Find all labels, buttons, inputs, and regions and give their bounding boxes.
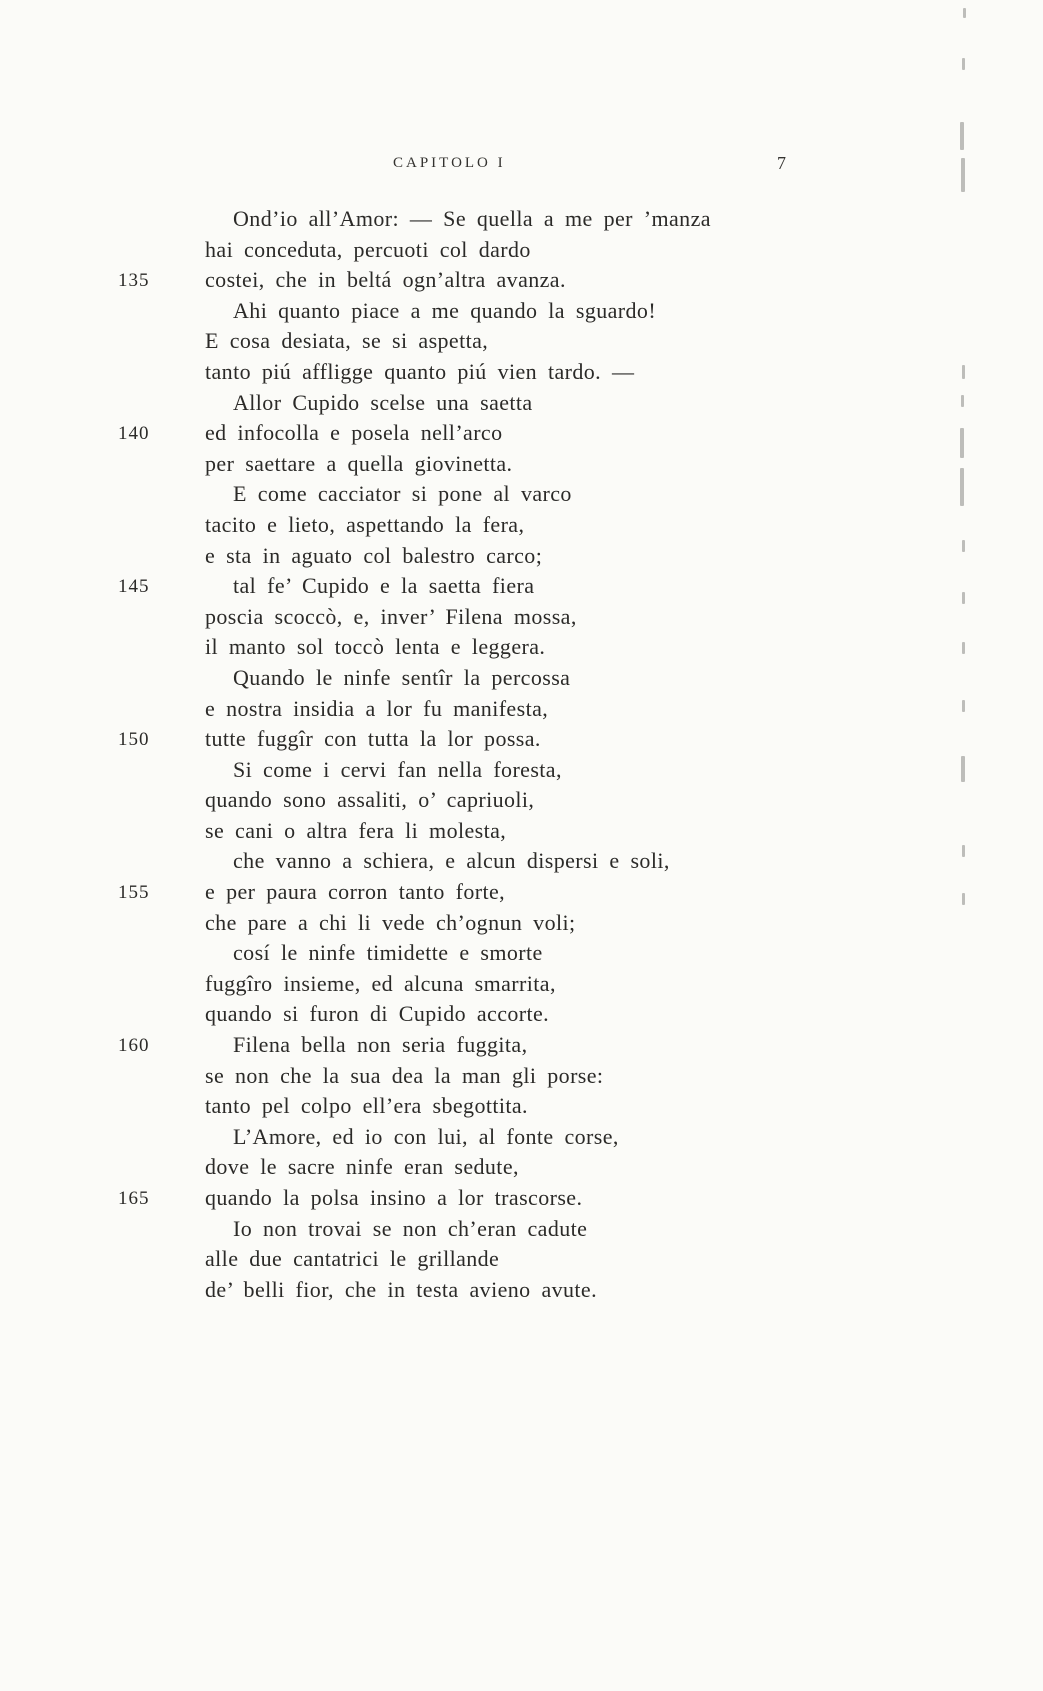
verse-line bbox=[118, 940, 838, 971]
scan-artifact bbox=[963, 8, 966, 18]
verse-line bbox=[118, 420, 838, 451]
line-text: Io non trovai se non ch’eran cadute bbox=[233, 1215, 588, 1241]
verse-line bbox=[118, 1246, 838, 1277]
line-text: dove le sacre ninfe eran sedute, bbox=[205, 1154, 519, 1180]
line-text: tanto piú affligge quanto piú vien tardo. — bbox=[205, 358, 635, 384]
line-text: quando la polsa insino a lor trascorse. bbox=[205, 1185, 583, 1210]
scan-artifact bbox=[962, 845, 965, 857]
scan-artifact bbox=[962, 592, 965, 604]
verse-line bbox=[118, 359, 838, 390]
line-text: se non che la sua dea la man gli porse: bbox=[205, 1062, 604, 1088]
line-text: per saettare a quella giovinetta. bbox=[205, 450, 513, 476]
verse-line bbox=[118, 604, 838, 635]
verse-line bbox=[118, 328, 838, 359]
line-text: E cosa desiata, se si aspetta, bbox=[205, 328, 489, 354]
line-text: quando si furon di Cupido accorte. bbox=[205, 1001, 550, 1027]
line-number: 160 bbox=[118, 1035, 150, 1057]
verse-line bbox=[118, 757, 838, 788]
verse-line bbox=[118, 818, 838, 849]
verse-line bbox=[118, 206, 838, 237]
line-text: E come cacciator si pone al varco bbox=[233, 481, 572, 507]
line-text: Filena bella non seria fuggita, bbox=[233, 1032, 528, 1058]
line-text: quando sono assaliti, o’ capriuoli, bbox=[205, 787, 535, 813]
line-text: tutte fuggîr con tutta la lor possa. bbox=[205, 726, 541, 752]
line-text: che vanno a schiera, e alcun dispersi e soli, bbox=[233, 848, 670, 874]
line-text: L’Amore, ed io con lui, al fonte corse, bbox=[233, 1123, 619, 1149]
scan-artifact bbox=[962, 540, 965, 552]
line-text: cosí le ninfe timidette e smorte bbox=[233, 940, 543, 966]
line-text: e per paura corron tanto forte, bbox=[205, 879, 506, 905]
verse-line bbox=[118, 573, 838, 604]
line-text: tal fe’ Cupido e la saetta fiera bbox=[233, 573, 535, 599]
line-number: 150 bbox=[118, 729, 150, 751]
verse-line bbox=[118, 390, 838, 421]
scan-artifact bbox=[962, 700, 965, 712]
verse-line bbox=[118, 1185, 838, 1216]
chapter-title: CAPITOLO I bbox=[393, 155, 506, 171]
verse-line bbox=[118, 696, 838, 727]
line-number: 135 bbox=[118, 270, 150, 292]
line-text: costei, che in beltá ogn’altra avanza. bbox=[205, 267, 566, 293]
line-text: che pare a chi li vede ch’ognun voli; bbox=[205, 909, 576, 935]
scan-artifact bbox=[962, 893, 965, 905]
line-text: ed infocolla e posela nell’arco bbox=[205, 420, 503, 446]
verse-line bbox=[118, 481, 838, 512]
verse-line bbox=[118, 543, 838, 574]
scan-artifact bbox=[962, 642, 965, 654]
scan-artifact bbox=[961, 756, 965, 782]
scan-artifact bbox=[961, 395, 964, 407]
line-text: e sta in aguato col balestro carco; bbox=[205, 542, 543, 568]
line-text: Allor Cupido scelse una saetta bbox=[233, 389, 533, 415]
verse-line bbox=[118, 1093, 838, 1124]
poem bbox=[118, 206, 838, 1307]
running-header bbox=[0, 155, 1043, 179]
line-text: Ahi quanto piace a me quando la sguardo! bbox=[233, 297, 657, 323]
line-text: Si come i cervi fan nella foresta, bbox=[233, 756, 562, 782]
verse-line bbox=[118, 910, 838, 941]
verse-line bbox=[118, 879, 838, 910]
verse-line bbox=[118, 1001, 838, 1032]
scan-artifact bbox=[962, 365, 965, 379]
verse-line bbox=[118, 665, 838, 696]
line-text: tacito e lieto, aspettando la fera, bbox=[205, 511, 525, 537]
line-number: 140 bbox=[118, 423, 150, 445]
verse-line bbox=[118, 1124, 838, 1155]
verse-line bbox=[118, 267, 838, 298]
verse-line bbox=[118, 787, 838, 818]
page-number: 7 bbox=[777, 153, 786, 173]
verse-line bbox=[118, 1216, 838, 1247]
line-text: Quando le ninfe sentîr la percossa bbox=[233, 664, 571, 690]
scan-artifact bbox=[962, 58, 965, 70]
scan-artifact bbox=[960, 122, 964, 150]
verse-line bbox=[118, 1154, 838, 1185]
line-number: 145 bbox=[118, 576, 150, 598]
scan-artifact bbox=[961, 158, 965, 192]
verse-line bbox=[118, 971, 838, 1002]
line-number: 165 bbox=[118, 1188, 150, 1209]
line-text: fuggîro insieme, ed alcuna smarrita, bbox=[205, 970, 556, 996]
verse-line bbox=[118, 1277, 838, 1308]
verse-line bbox=[118, 237, 838, 268]
line-text: poscia scoccò, e, inver’ Filena mossa, bbox=[205, 603, 577, 629]
line-text: il manto sol toccò lenta e leggera. bbox=[205, 634, 546, 660]
verse-line bbox=[118, 512, 838, 543]
verse-line bbox=[118, 451, 838, 482]
line-text: Ond’io all’Amor: — Se quella a me per ’manza bbox=[233, 206, 711, 231]
line-text: tanto pel colpo ell’era sbegottita. bbox=[205, 1093, 528, 1119]
line-text: se cani o altra fera li molesta, bbox=[205, 817, 507, 843]
verse-line bbox=[118, 848, 838, 879]
line-text: de’ belli fior, che in testa avieno avute. bbox=[205, 1276, 597, 1302]
verse-line bbox=[118, 1063, 838, 1094]
verse-line bbox=[118, 634, 838, 665]
verse-line bbox=[118, 726, 838, 757]
line-text: hai conceduta, percuoti col dardo bbox=[205, 236, 531, 262]
line-number: 155 bbox=[118, 882, 150, 904]
line-text: alle due cantatrici le grillande bbox=[205, 1246, 500, 1272]
line-text: e nostra insidia a lor fu manifesta, bbox=[205, 695, 549, 721]
scan-artifact bbox=[960, 428, 964, 458]
scan-artifact bbox=[960, 468, 964, 506]
verse-line bbox=[118, 1032, 838, 1063]
verse-line bbox=[118, 298, 838, 329]
